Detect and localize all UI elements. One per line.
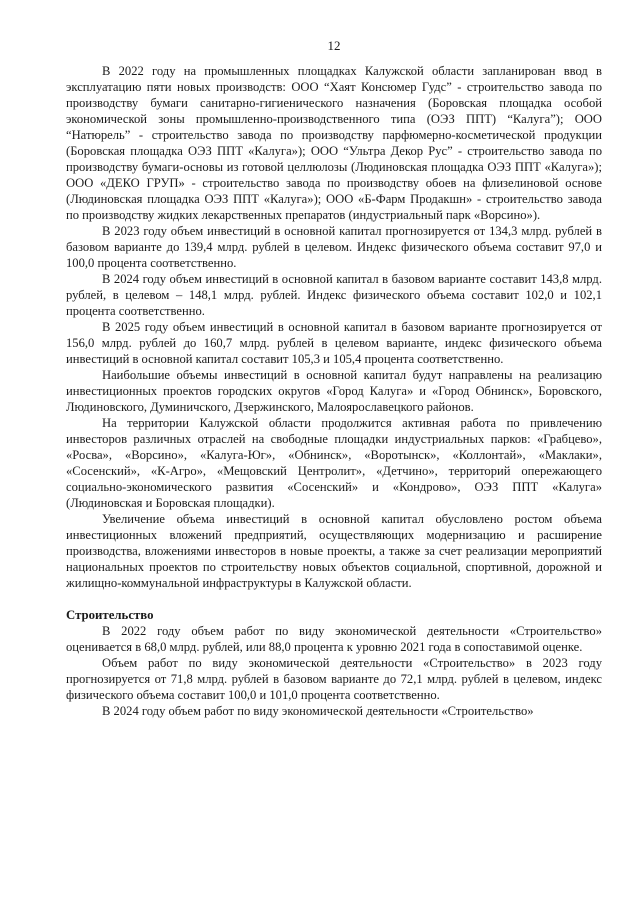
page-number: 12 <box>327 38 341 53</box>
paragraph-industrial-parks: На территории Калужской области продолжится активная работа по привлечению инвесторов различных отраслей на свободные площадки индустриальных парков: «Грабцево», «Росва», «Ворсино», «Калуга-Юг», «Обнинск», «Воротынск», «Коллонтай», «Маклаки», «Сосенский», «К-Агро», «Мещовский Центролит», «Детчино», территорий опережающего социально-экономического развития «Сосенский» и «Кондрово», ОЭЗ ППТ «Калуга» (Людиновская и Боровская площадки). <box>66 416 602 510</box>
paragraph-construction-2024: В 2024 году объем работ по виду экономической деятельности «Строительство» <box>102 704 534 718</box>
paragraph-construction-2023: Объем работ по виду экономической деятельности «Строительство» в 2023 году прогнозируется от 71,8 млрд. рублей в базовом варианте до 72,1 млрд. рублей в целевом, индекс физического объема составит 100,0 и 101,0 процента соответственно. <box>66 656 602 702</box>
document-body <box>66 63 602 719</box>
paragraph-largest-investments: Наибольшие объемы инвестиций в основной капитал будут направлены на реализацию инвестиционных проектов городских округов «Город Калуга» и «Город Обнинск», Боровского, Людиновского, Думиничского, Дзержинского, Малоярославецкого районов. <box>66 368 602 414</box>
paragraph-investment-2025: В 2025 году объем инвестиций в основной капитал в базовом варианте прогнозируется от 156,0 млрд. рублей до 160,7 млрд. рублей в целевом варианте, индекс физического объема инвестиций в основной капитал составит 105,3 и 105,4 процента соответственно. <box>66 320 602 366</box>
paragraph-investment-growth: Увеличение объема инвестиций в основной капитал обусловлено ростом объема инвестиционных вложений предприятий, осуществляющих модернизацию и расширение производства, вложениями инвесторов в новые проекты, а также за счет реализации мероприятий национальных проектов по строительству новых объектов социальной, спортивной, дорожной и жилищно-коммунальной инфраструктуры в Калужской области. <box>66 512 602 590</box>
paragraph-construction-2022: В 2022 году объем работ по виду экономической деятельности «Строительство» оценивается в 68,0 млрд. рублей, или 88,0 процента к уровню 2021 года в сопоставимой оценке. <box>66 624 602 654</box>
paragraph-investment-2023: В 2023 году объем инвестиций в основной капитал прогнозируется от 134,3 млрд. рублей в базовом варианте до 139,4 млрд. рублей в целевом. Индекс физического объема составит 97,0 и 100,0 процента соответственно. <box>66 224 602 270</box>
paragraph-new-productions: В 2022 году на промышленных площадках Калужской области запланирован ввод в эксплуатацию пяти новых производств: ООО “Хаят Консюмер Гудс” - строительство завода по производству бумаги санитарно-гигиенического назначения (Боровская площадка особой экономической зоны промышленно-производственного типа (ОЭЗ ППТ) “Калуга”); ООО “Натюрель” - строительство завода по производству парфюмерно-косметической продукции (Боровская площадка ОЭЗ ППТ «Калуга»); ООО “Ультра Декор Рус” - строительство завода по производству бумаги-основы из готовой целлюлозы (Людиновская площадка ОЭЗ ППТ «Калуга»); ООО «ДЕКО ГРУП» - строительство завода по производству обоев на флизелиновой основе (Людиновская площадка ОЭЗ ППТ «Калуга»); ООО «Б-Фарм Продакшн» - строительство завода по производству жидких лекарственных препаратов (индустриальный парк «Ворсино»). <box>66 64 602 222</box>
section-heading-construction: Строительство <box>66 608 154 622</box>
paragraph-investment-2024: В 2024 году объем инвестиций в основной капитал в базовом варианте составит 143,8 млрд. рублей, в целевом – 148,1 млрд. рублей. Индекс физического объема составит 102,0 и 102,1 процента соответственно. <box>66 272 602 318</box>
